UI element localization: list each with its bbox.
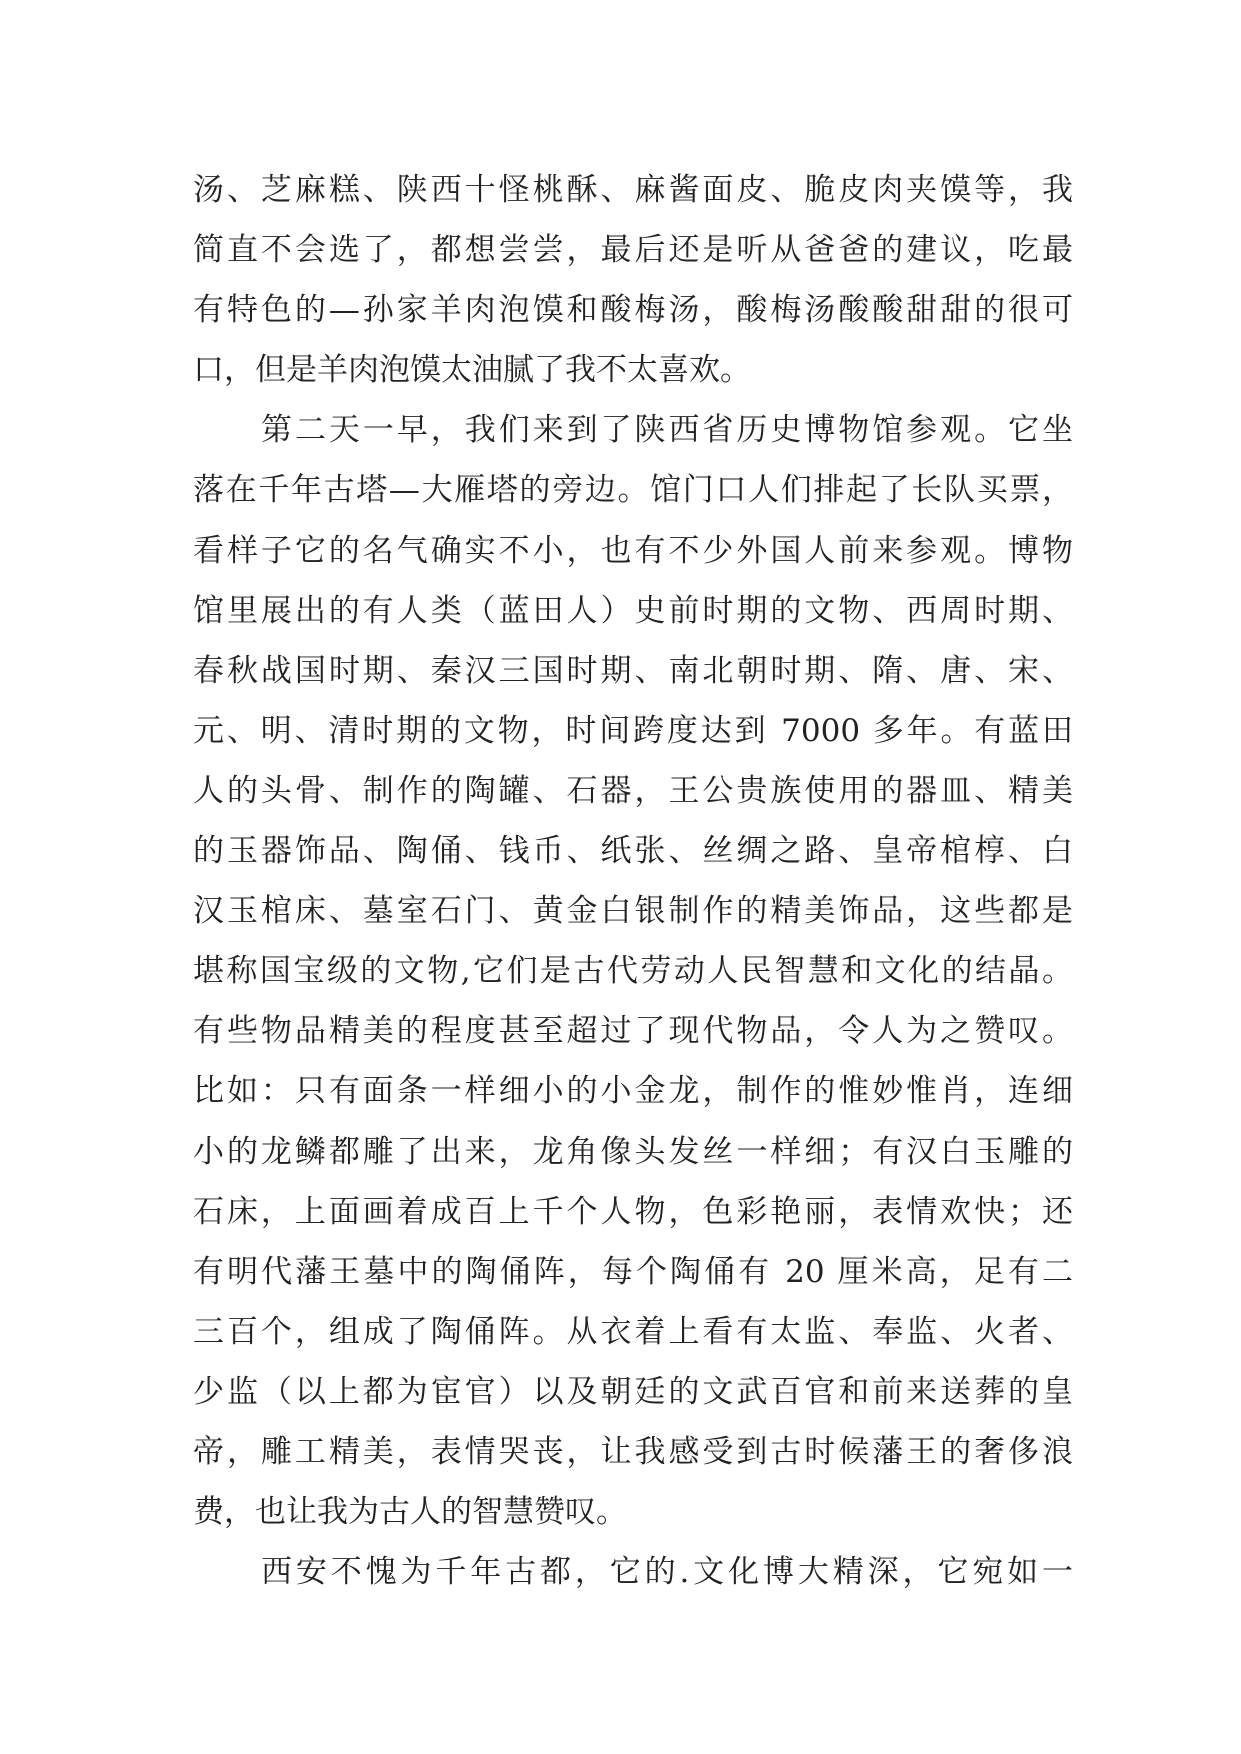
text-line: 元、明、清时期的文物，时间跨度达到 7000 多年。有蓝田 (193, 712, 1073, 749)
body-text (193, 160, 1073, 1602)
text-line: 有明代藩王墓中的陶俑阵，每个陶俑有 20 厘米高，足有二 (193, 1253, 1073, 1290)
text-line: 春秋战国时期、秦汉三国时期、南北朝时期、隋、唐、宋、 (193, 652, 1073, 689)
text-line: 帝，雕工精美，表情哭丧，让我感受到古时候藩王的奢侈浪 (193, 1433, 1073, 1470)
text-line: 汉玉棺床、墓室石门、黄金白银制作的精美饰品，这些都是 (193, 893, 1073, 930)
paragraph-first-line: 第二天一早，我们来到了陕西省历史博物馆参观。它坐 (261, 412, 1073, 449)
text-line: 口，但是羊肉泡馍太油腻了我不太喜欢。 (193, 352, 751, 389)
text-line: 有特色的—孙家羊肉泡馍和酸梅汤，酸梅汤酸酸甜甜的很可 (193, 292, 1073, 329)
text-line: 看样子它的名气确实不小，也有不少外国人前来参观。博物 (193, 532, 1073, 569)
text-line: 比如：只有面条一样细小的小金龙，制作的惟妙惟肖，连细 (193, 1073, 1073, 1110)
text-line: 小的龙鳞都雕了出来，龙角像头发丝一样细；有汉白玉雕的 (193, 1133, 1073, 1170)
text-line: 简直不会选了，都想尝尝，最后还是听从爸爸的建议，吃最 (193, 232, 1073, 269)
text-line: 的玉器饰品、陶俑、钱币、纸张、丝绸之路、皇帝棺椁、白 (193, 833, 1073, 870)
text-line: 汤、芝麻糕、陕西十怪桃酥、麻酱面皮、脆皮肉夹馍等，我 (193, 172, 1073, 208)
paragraph-first-line: 西安不愧为千年古都，它的.文化博大精深，它宛如一 (261, 1554, 1073, 1591)
text-line: 堪称国宝级的文物,它们是古代劳动人民智慧和文化的结晶。 (193, 953, 1073, 990)
text-line: 人的头骨、制作的陶罐、石器，王公贵族使用的器皿、精美 (193, 772, 1073, 809)
text-line: 石床，上面画着成百上千个人物，色彩艳丽，表情欢快；还 (193, 1193, 1073, 1230)
text-line: 少监（以上都为宦官）以及朝廷的文武百官和前来送葬的皇 (193, 1373, 1073, 1410)
text-line: 有些物品精美的程度甚至超过了现代物品，令人为之赞叹。 (193, 1013, 1073, 1050)
text-line: 三百个，组成了陶俑阵。从衣着上看有太监、奉监、火者、 (193, 1313, 1073, 1350)
text-line: 费，也让我为古人的智慧赞叹。 (193, 1494, 627, 1531)
text-line: 落在千年古塔—大雁塔的旁边。馆门口人们排起了长队买票， (193, 472, 1073, 509)
text-line: 馆里展出的有人类（蓝田人）史前时期的文物、西周时期、 (193, 592, 1073, 629)
